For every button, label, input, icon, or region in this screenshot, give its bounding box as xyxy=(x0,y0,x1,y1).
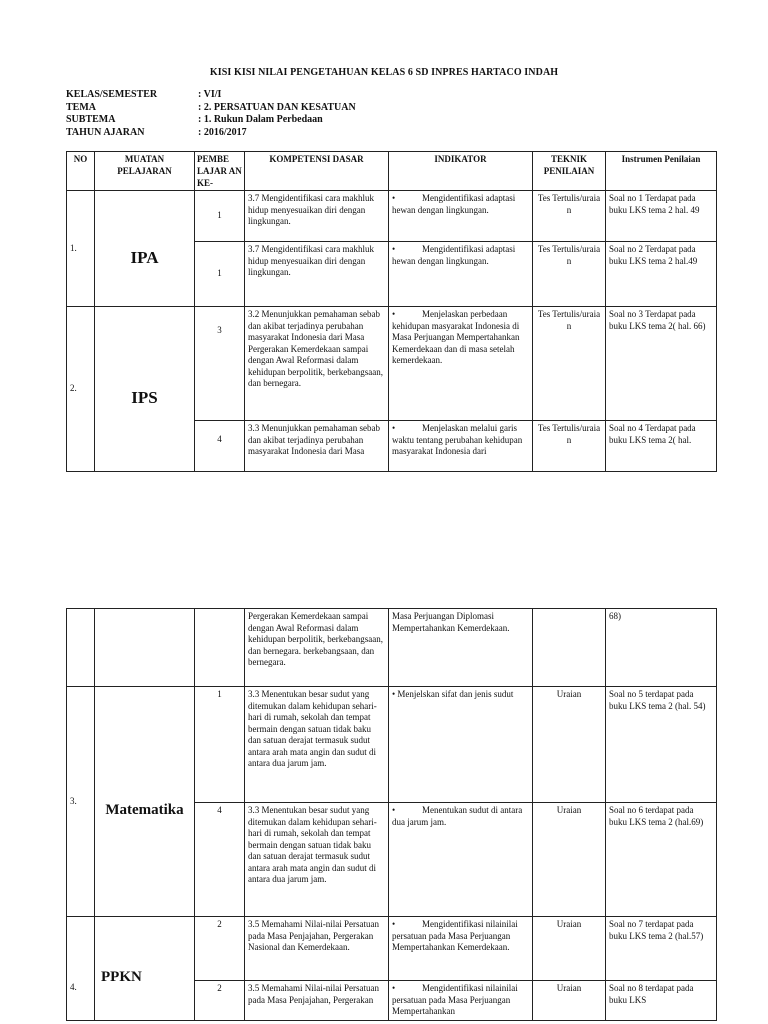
bullet: • xyxy=(392,423,396,433)
teknik-cell: Uraian xyxy=(533,803,606,917)
subject-name: Matematika xyxy=(95,687,195,917)
kompetensi-dasar-cell: 3.5 Memahami Nilai-nilai Persatuan pada Masa Penjajahan, Pergerakan Nasional dan Kemerdekaan. xyxy=(245,917,389,981)
teknik-cell: Uraian xyxy=(533,917,606,981)
meta-row xyxy=(66,114,356,127)
meta-label: TEMA xyxy=(66,101,96,113)
indikator-text: Menjelaskan melalui garis waktu tentang perubahan kehidupan masyarakat Indonesia dari xyxy=(392,423,523,456)
kompetensi-dasar-cell: 3.3 Menentukan besar sudut yang ditemukan dalam kehidupan sehari-hari di rumah, sekolah dan tempat bermain dengan satuan tidak baku dan satuan derajat termasuk sudut antara arah mata angin dan sudut di antara dua jarum jam. xyxy=(245,803,389,917)
kompetensi-dasar-cell: 3.2 Menunjukkan pemahaman sebab dan akibat terjadinya perubahan masyarakat Indonesia dari Masa Pergerakan Kemerdekaan sampai dengan Awal Reformasi dalam kehidupan berpolitik, berkebangsaan, dan bernegara. xyxy=(245,307,389,421)
meta-value: : 2. PERSATUAN DAN KESATUAN xyxy=(198,101,356,113)
table-row xyxy=(67,917,717,981)
meta-row xyxy=(66,89,356,102)
teknik-cell: Tes Tertulis/uraia n xyxy=(533,307,606,421)
indikator-cell xyxy=(389,421,533,472)
indikator-cell xyxy=(389,307,533,421)
table-row xyxy=(67,687,717,803)
indikator-cell: Masa Perjuangan Diplomasi Mempertahankan Kemerdekaan. xyxy=(389,609,533,687)
subject-name: IPS xyxy=(95,307,195,472)
header-instrumen: Instrumen Penilaian xyxy=(606,152,717,191)
indikator-text: Mengidentifikasi nilainilai persatuan pada Masa Perjuangan Mempertahankan xyxy=(392,983,518,1016)
instrumen-cell: Soal no 3 Terdapat pada buku LKS tema 2( hal. 66) xyxy=(606,307,717,421)
instrumen-cell: Soal no 1 Terdapat pada buku LKS tema 2 hal. 49 xyxy=(606,191,717,242)
indikator-cell xyxy=(389,981,533,1021)
indikator-cell xyxy=(389,191,533,242)
document-title: KISI KISI NILAI PENGETAHUAN KELAS 6 SD INPRES HARTACO INDAH xyxy=(209,67,559,78)
kompetensi-dasar-cell: Pergerakan Kemerdekaan sampai dengan Awal Reformasi dalam kehidupan berpolitik, berkebangsaan, dan bernegara. berkebangsaan, dan bernegara. xyxy=(245,609,389,687)
indikator-cell xyxy=(389,917,533,981)
table-row xyxy=(67,307,717,421)
meta-row xyxy=(66,127,356,140)
indikator-text: Mengidentifikasi adaptasi hewan dengan lingkungan. xyxy=(392,193,516,215)
teknik-cell: Tes Tertulis/uraia n xyxy=(533,242,606,307)
kisi-kisi-table-continued xyxy=(66,608,717,1021)
instrumen-cell: Soal no 6 terdapat pada buku LKS tema 2 (hal.69) xyxy=(606,803,717,917)
indikator-text: Menjelaskan perbedaan kehidupan masyarakat Indonesia di Masa Perjuangan Mempertahankan Kemerdekaan dan di masa setelah kemerdekaan. xyxy=(392,309,520,365)
teknik-cell: Uraian xyxy=(533,981,606,1021)
indikator-cell xyxy=(389,242,533,307)
bullet: • xyxy=(392,805,396,815)
pembelajaran-cell: 4 xyxy=(195,421,245,472)
row-number: 2. xyxy=(67,307,95,472)
teknik-cell: Uraian xyxy=(533,687,606,803)
pembelajaran-cell: 2 xyxy=(195,917,245,981)
pembelajaran-cell: 1 xyxy=(195,242,245,307)
teknik-cell: Tes Tertulis/uraia n xyxy=(533,421,606,472)
bullet: • xyxy=(392,919,396,929)
teknik-cell: Tes Tertulis/uraia n xyxy=(533,191,606,242)
pembelajaran-cell: 1 xyxy=(195,191,245,242)
subject-name: IPA xyxy=(95,191,195,307)
meta-label: KELAS/SEMESTER xyxy=(66,89,158,100)
pembelajaran-cell: 1 xyxy=(195,687,245,803)
table-header-row xyxy=(67,152,717,191)
header-muatan: MUATAN PELAJARAN xyxy=(95,152,195,191)
header-no: NO xyxy=(67,152,95,191)
header-kompetensi-dasar: KOMPETENSI DASAR xyxy=(245,152,389,191)
indikator-text: Mengidentifikasi adaptasi hewan dengan lingkungan. xyxy=(392,244,516,266)
header-indikator: INDIKATOR xyxy=(389,152,533,191)
instrumen-cell: Soal no 5 terdapat pada buku LKS tema 2 (hal. 54) xyxy=(606,687,717,803)
instrumen-cell: Soal no 8 terdapat pada buku LKS xyxy=(606,981,717,1021)
indikator-cell xyxy=(389,803,533,917)
meta-value: : 2016/2017 xyxy=(198,126,247,138)
kompetensi-dasar-cell: 3.5 Memahami Nilai-nilai Persatuan pada Masa Penjajahan, Pergerakan xyxy=(245,981,389,1021)
kompetensi-dasar-cell: 3.3 Menentukan besar sudut yang ditemukan dalam kehidupan sehari-hari di rumah, sekolah dan tempat bermain dengan satuan tidak baku dan satuan derajat termasuk sudut antara arah mata angin dan sudut di antara dua jarum jam. xyxy=(245,687,389,803)
pembelajaran-cell: 2 xyxy=(195,981,245,1021)
indikator-text: Menjelskan sifat dan jenis sudut xyxy=(397,689,514,699)
meta-label: TAHUN AJARAN xyxy=(66,126,145,138)
row-number: 4. xyxy=(67,917,95,1021)
meta-value: : VI/I xyxy=(198,89,222,100)
header-pembelajaran: PEMBE LAJAR AN KE- xyxy=(195,152,245,191)
instrumen-cell: Soal no 7 terdapat pada buku LKS tema 2 (hal.57) xyxy=(606,917,717,981)
bullet: • xyxy=(392,983,396,993)
indikator-text: Mengidentifikasi nilainilai persatuan pada Masa Perjuangan Mempertahankan Kemerdekaan. xyxy=(392,919,518,952)
kisi-kisi-table xyxy=(66,151,717,472)
kompetensi-dasar-cell: 3.3 Menunjukkan pemahaman sebab dan akibat terjadinya perubahan masyarakat Indonesia dari Masa xyxy=(245,421,389,472)
subject-name xyxy=(95,609,195,687)
pembelajaran-cell xyxy=(195,609,245,687)
document-meta xyxy=(66,89,356,139)
instrumen-cell: Soal no 2 Terdapat pada buku LKS tema 2 hal.49 xyxy=(606,242,717,307)
pembelajaran-cell: 4 xyxy=(195,803,245,917)
row-number: 1. xyxy=(67,191,95,307)
bullet: • xyxy=(392,689,396,699)
meta-label: SUBTEMA xyxy=(66,114,116,125)
row-number: 3. xyxy=(67,687,95,917)
instrumen-cell: 68) xyxy=(606,609,717,687)
meta-row xyxy=(66,102,356,115)
header-teknik: TEKNIK PENILAIAN xyxy=(533,152,606,191)
bullet: • xyxy=(392,244,396,254)
pembelajaran-cell: 3 xyxy=(195,307,245,421)
kompetensi-dasar-cell: 3.7 Mengidentifikasi cara makhluk hidup menyesuaikan diri dengan lingkungan. xyxy=(245,242,389,307)
row-number xyxy=(67,609,95,687)
indikator-cell xyxy=(389,687,533,803)
bullet: • xyxy=(392,309,396,319)
table-row xyxy=(67,609,717,687)
bullet: • xyxy=(392,193,396,203)
meta-value: : 1. Rukun Dalam Perbedaan xyxy=(198,114,323,125)
teknik-cell xyxy=(533,609,606,687)
subject-name: PPKN xyxy=(95,917,195,1021)
indikator-text: Menentukan sudut di antara dua jarum jam. xyxy=(392,805,523,827)
kompetensi-dasar-cell: 3.7 Mengidentifikasi cara makhluk hidup menyesuaikan diri dengan lingkungan. xyxy=(245,191,389,242)
table-row xyxy=(67,191,717,242)
instrumen-cell: Soal no 4 Terdapat pada buku LKS tema 2( hal. xyxy=(606,421,717,472)
